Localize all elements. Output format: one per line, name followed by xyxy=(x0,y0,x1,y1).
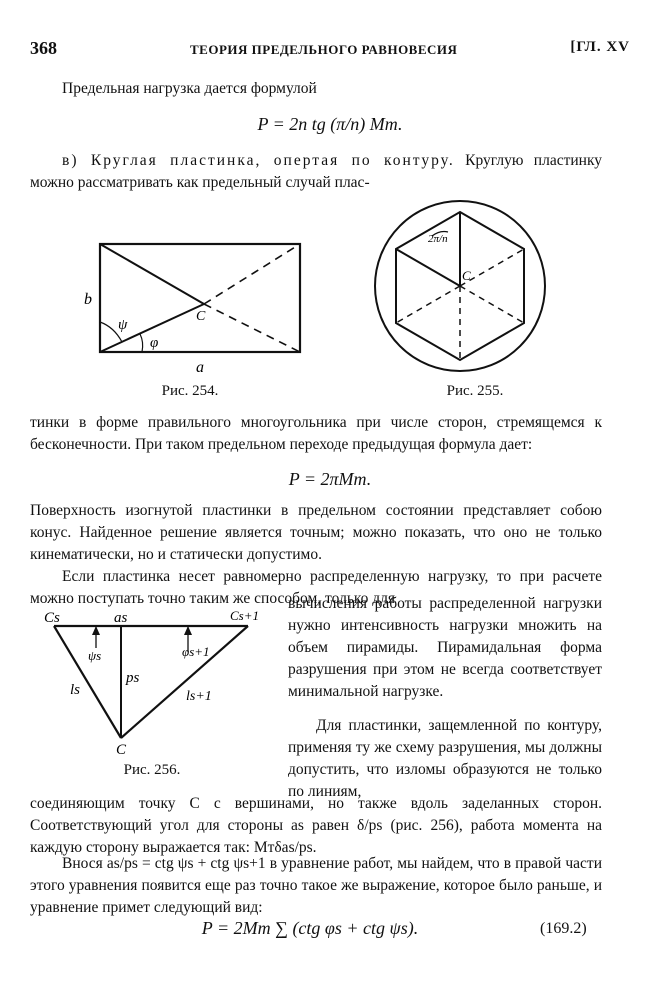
fig256-label-ls1: ls+1 xyxy=(186,689,212,704)
fig256-left-edge xyxy=(54,626,121,738)
fig256-label-as: as xyxy=(114,610,128,626)
formula-number: (169.2) xyxy=(540,920,587,937)
fig255-spoke-dash-ll xyxy=(396,286,460,323)
fig255-label-angle: 2π/n xyxy=(428,233,448,245)
formula-polygon-load: P = 2n tg (π/n) Mт. xyxy=(257,114,403,134)
fig254-label-phi: φ xyxy=(150,335,159,351)
surface-paragraph: Поверхность изогнутой пластинки в предельном состоянии представляет собою конус. Найденное решение является точным; можно показать, что оно не только кинематически, но и статически допустимо. xyxy=(30,502,602,563)
fig254-diagonal-solid-upper xyxy=(100,244,204,304)
limit-paragraph: тинки в форме правильного многоугольника при числе сторон, стремящемся к бесконечности. При таком предельном переходе предыдущая формула дает: xyxy=(30,414,602,453)
fig255-spoke-dash-lr xyxy=(460,286,524,323)
fig254-dash-lower-right xyxy=(204,304,300,352)
fig256-label-ps: ps xyxy=(126,670,140,686)
formula-clamped-load: P = 2Mт ∑ (ctg φs + ctg ψs). xyxy=(201,918,419,938)
page-number: 368 xyxy=(30,38,57,58)
fig254-label-psi: ψ xyxy=(118,317,128,333)
fig254-phi-arc xyxy=(140,334,143,352)
intro-paragraph: Предельная нагрузка дается формулой xyxy=(62,80,317,97)
load-paragraph-column: вычисления работы распределенной нагрузки нужно интенсивность нагрузки множить на объем пирамиды. Пирамидальная форма разрушения при этом не всегда соответствует минимальной нагрузке. xyxy=(288,595,602,700)
fig256-label-c: C xyxy=(116,742,127,758)
fig256-label-cs: Cs xyxy=(44,610,60,626)
load-paragraph-intro: Если пластинка несет равномерно распределенную нагрузку, то при расчете можно поступать точно таким же способом, только для xyxy=(30,568,602,607)
fig255-spoke-solid-ul xyxy=(396,249,460,286)
insert-paragraph: Внося as/ps = ctg ψs + ctg ψs+1 в уравнение работ, мы найдем, что в правой части этого уравнения появится еще раз точно такое же выражение, которое было раньше, и уравнение примет следующий вид: xyxy=(30,855,602,916)
clamped-paragraph-column: Для пластинки, защемленной по контуру, применяя ту же схему разрушения, мы должны допустить, что изломы образуются не только по линиям, xyxy=(288,717,602,800)
fig254-label-b: b xyxy=(84,291,92,308)
clamped-paragraph-continuation: соединяющим точку C с вершинами, но также вдоль заделанных сторон. Соответствующий угол для стороны as равен δ/ps (рис. 256), работа момента на каждую сторону выражается так: Mтδas/ps. xyxy=(30,795,602,856)
figure-255 xyxy=(370,196,550,376)
fig255-caption: Рис. 255. xyxy=(446,383,504,399)
fig255-label-c: C xyxy=(462,268,471,283)
running-title: ТЕОРИЯ ПРЕДЕЛЬНОГО РАВНОВЕСИЯ xyxy=(190,42,458,57)
formula-circle-load: P = 2πMт. xyxy=(288,469,372,489)
figure-254 xyxy=(78,232,328,380)
section-v-heading: в) Круглая пластинка, опертая по контуру. xyxy=(62,152,455,169)
fig254-dash-upper-right xyxy=(204,244,300,304)
fig254-label-a: a xyxy=(196,359,204,376)
fig256-phi-arrowhead xyxy=(184,626,192,635)
figure-256 xyxy=(40,608,265,758)
fig256-label-ls: ls xyxy=(70,682,81,698)
fig256-psi-arrowhead xyxy=(92,626,100,635)
fig254-caption: Рис. 254. xyxy=(161,383,219,399)
fig256-caption: Рис. 256. xyxy=(123,762,181,778)
section-v-paragraph xyxy=(30,150,602,194)
fig256-right-edge xyxy=(121,626,248,738)
section-v-text: Круглую пластинку можно рассматривать как предельный случай плас- xyxy=(30,152,603,191)
running-header xyxy=(30,38,630,62)
fig256-label-cs1: Cs+1 xyxy=(230,608,260,623)
fig254-label-c: C xyxy=(196,309,206,324)
fig256-label-phis1: φs+1 xyxy=(182,644,210,659)
fig256-label-psis: ψs xyxy=(88,648,102,663)
chapter-label: [ГЛ. XV xyxy=(570,39,630,55)
